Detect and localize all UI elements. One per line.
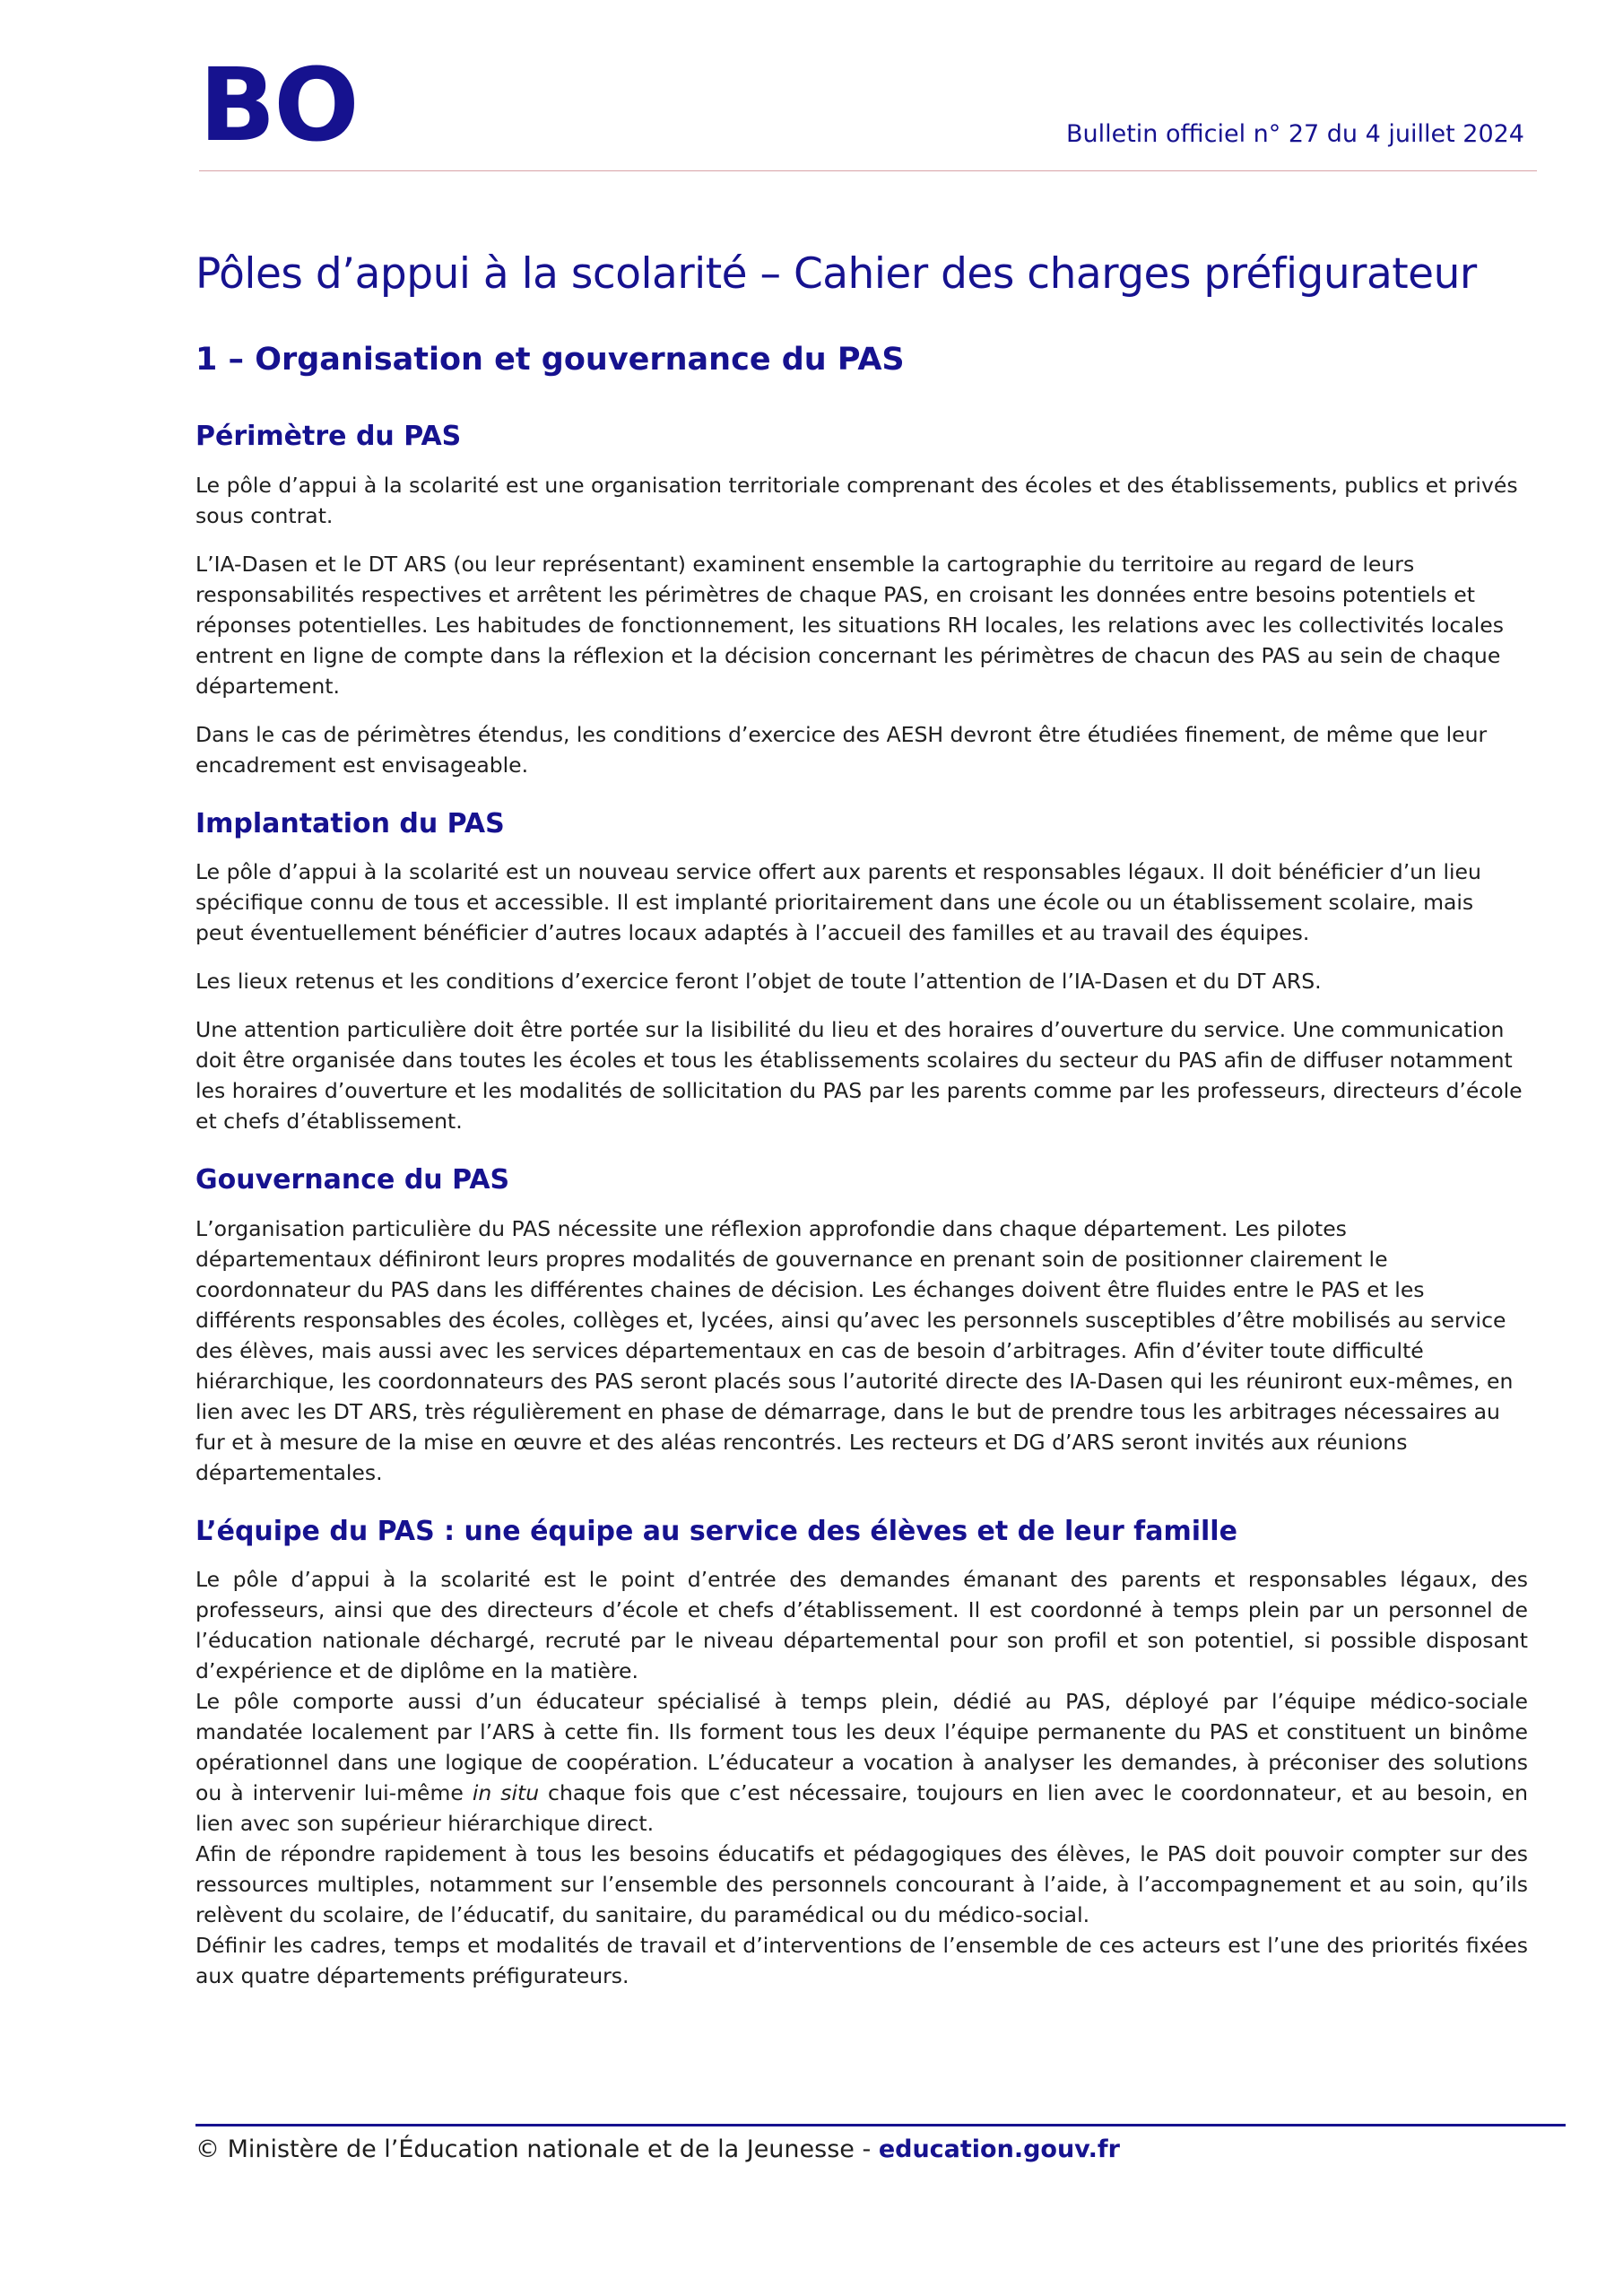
footer-divider xyxy=(195,2124,1566,2126)
bulletin-issue: Bulletin officiel n° 27 du 4 juillet 2024 xyxy=(1065,120,1524,148)
bo-logo: BO xyxy=(199,48,358,164)
paragraph: Le pôle d’appui à la scolarité est un nouveau service offert aux parents et responsables légaux. Il doit bénéficier d’un lieu spécifique connu de tous et accessible. Il est implanté prioritairement dans une école ou un établissement scolaire, mais peut éventuellement bénéficier d’autres locaux adaptés à l’accueil des familles et au travail des équipes. xyxy=(195,859,1481,946)
paragraph: Le pôle d’appui à la scolarité est le point d’entrée des demandes émanant des parents et responsables légaux, des professeurs, ainsi que des directeurs d’école et chefs d’établissement. Il est coordonné à temps plein par un personnel de l’éducation nationale déchargé, recruté par le niveau départemental pour son profil et son potentiel, si possible disposant d’expérience et de diplôme en la matière. xyxy=(195,1567,1528,1684)
document-title: Pôles d’appui à la scolarité – Cahier des charges préfigurateur xyxy=(195,249,1477,299)
header-divider xyxy=(199,170,1537,171)
paragraph: Une attention particulière doit être portée sur la lisibilité du lieu et des horaires d’ouverture du service. Une communication doit être organisée dans toutes les écoles et tous les établissements scolaires du secteur du PAS afin de diffuser notamment les horaires d’ouverture et les modalités de sollicitation du PAS par les parents comme par les professeurs, directeurs d’école et chefs d’établissement. xyxy=(195,1017,1523,1135)
section-heading: 1 – Organisation et gouvernance du PAS xyxy=(195,342,905,378)
footer-site-link[interactable]: education.gouv.fr xyxy=(878,2135,1120,2163)
subheading-equipe: L’équipe du PAS : une équipe au service des élèves et de leur famille xyxy=(195,1515,1237,1547)
subheading-gouvernance: Gouvernance du PAS xyxy=(195,1164,510,1196)
paragraph-text: chaque fois que c’est nécessaire, toujours en lien avec le coordonnateur, et au besoin, en lien avec son supérieur hiérarchique direct. xyxy=(195,1780,1529,1837)
paragraph xyxy=(195,1686,1528,1839)
paragraph: L’IA-Dasen et le DT ARS (ou leur représentant) examinent ensemble la cartographie du territoire au regard de leurs responsabilités respectives et arrêtent les périmètres de chaque PAS, en croisant les données entre besoins potentiels et réponses potentielles. Les habitudes de fonctionnement, les situations RH locales, les relations avec les collectivités locales entrent en ligne de compte dans la réflexion et la décision concernant les périmètres de chacun des PAS au sein de chaque département. xyxy=(195,551,1504,699)
paragraph: Définir les cadres, temps et modalités de travail et d’interventions de l’ensemble de ces acteurs est l’une des priorités fixées aux quatre départements préfigurateurs. xyxy=(195,1933,1528,1989)
paragraph-text: Le pôle comporte aussi d’un éducateur spécialisé à temps plein, dédié au PAS, déployé par l’équipe médico-sociale mandatée localement par l’ARS à cette fin. Ils forment tous les deux l’équipe permanente du PAS et constituent un binôme opérationnel dans une logique de coopération. L’éducateur a vocation à analyser les demandes, à préconiser des solutions ou à intervenir lui-même xyxy=(195,1689,1528,1806)
subheading-perimetre: Périmètre du PAS xyxy=(195,421,462,453)
italic-term: in situ xyxy=(472,1780,540,1806)
paragraph: Le pôle d’appui à la scolarité est une organisation territoriale comprenant des écoles et des établissements, publics et privés sous contrat. xyxy=(195,472,1518,528)
paragraph: L’organisation particulière du PAS nécessite une réflexion approfondie dans chaque département. Les pilotes départementaux définiront leurs propres modalités de gouvernance en prenant soin de positionner clairement le coordonnateur du PAS dans les différentes chaines de décision. Les échanges doivent être fluides entre le PAS et les différents responsables des écoles, collèges et, lycées, ainsi qu’avec les personnels susceptibles d’être mobilisés au service des élèves, mais aussi avec les services départementaux en cas de besoin d’arbitrages. Afin d’éviter toute difficulté hiérarchique, les coordonnateurs des PAS seront placés sous l’autorité directe des IA-Dasen qui les réuniront eux-mêmes, en lien avec les DT ARS, très régulièrement en phase de démarrage, dans le but de prendre tous les arbitrages nécessaires au fur et à mesure de la mise en œuvre et des aléas rencontrés. Les recteurs et DG d’ARS seront invités aux réunions départementales. xyxy=(195,1215,1514,1485)
subheading-implantation: Implantation du PAS xyxy=(195,807,505,839)
paragraph: Dans le cas de périmètres étendus, les conditions d’exercice des AESH devront être étudiées finement, de même que leur encadrement est envisageable. xyxy=(195,721,1488,778)
footer-copyright: © Ministère de l’Éducation nationale et de la Jeunesse - xyxy=(195,2135,879,2163)
footer xyxy=(195,2135,1120,2163)
paragraph: Les lieux retenus et les conditions d’exercice feront l’objet de toute l’attention de l’IA-Dasen et du DT ARS. xyxy=(195,969,1322,995)
paragraph: Afin de répondre rapidement à tous les besoins éducatifs et pédagogiques des élèves, le PAS doit pouvoir compter sur des ressources multiples, notamment sur l’ensemble des personnels concourant à l’aide, à l’accompagnement et au soin, qu’ils relèvent du scolaire, de l’éducatif, du sanitaire, du paramédical ou du médico-social. xyxy=(195,1841,1528,1928)
document-body xyxy=(195,249,1528,1991)
